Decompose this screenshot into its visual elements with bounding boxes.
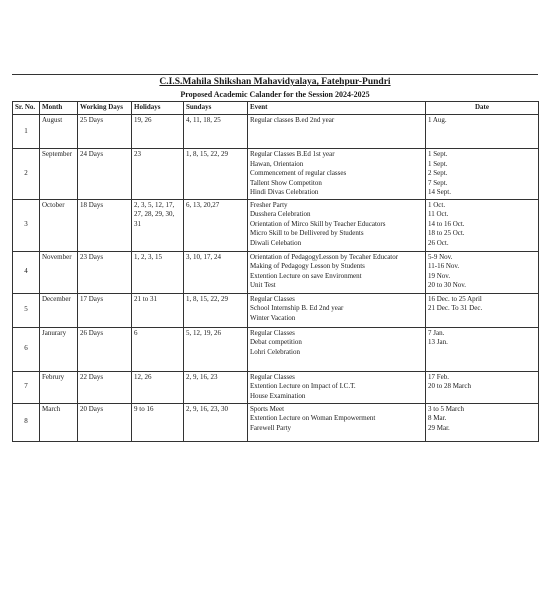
- table-row: [13, 199, 539, 251]
- sr-cell: 7: [13, 371, 40, 403]
- date-cell: [426, 149, 539, 200]
- sundays-cell: 1, 8, 15, 22, 29: [184, 293, 248, 327]
- event-item: Extention Lecture on Impact of I.C.T.: [250, 382, 356, 390]
- event-cell: [248, 371, 426, 403]
- event-item: Regular Classes B.Ed 1st year: [250, 150, 335, 158]
- holidays-cell: 12, 26: [132, 371, 184, 403]
- sundays-cell: 4, 11, 18, 25: [184, 115, 248, 149]
- event-item: Winter Vacation: [250, 313, 296, 322]
- date-item: 1 Sept.: [428, 150, 448, 158]
- date-cell: [426, 371, 539, 403]
- month-cell: August: [40, 115, 78, 149]
- date-item: 26 Oct.: [428, 238, 449, 247]
- date-cell: [426, 115, 539, 149]
- event-item: Regular Classes: [250, 372, 295, 381]
- event-item: Making of Pedagogy Lesson by Students: [250, 262, 365, 270]
- holidays-cell: 19, 26: [132, 115, 184, 149]
- event-item: Unit Test: [250, 281, 276, 289]
- date-item: 1 Aug.: [428, 116, 447, 124]
- event-item: Hawan, Orientaion: [250, 159, 304, 168]
- date-item: 7 Jan.: [428, 328, 445, 337]
- date-item: 29 Mar.: [428, 423, 450, 432]
- event-item: Dusshera Celebration: [250, 210, 311, 218]
- date-item: 1 Sept.: [428, 159, 448, 168]
- event-item: School Internship B. Ed 2nd year: [250, 304, 344, 312]
- date-item: 1 Oct.: [428, 200, 446, 209]
- event-cell: [248, 115, 426, 149]
- table-row: [13, 149, 539, 200]
- col-header-working-days: Working Days: [78, 102, 132, 115]
- date-cell: [426, 251, 539, 293]
- event-item: Extention Lecture on save Environment: [250, 271, 362, 280]
- sundays-cell: 3, 10, 17, 24: [184, 251, 248, 293]
- institution-title: C.I.S.Mahila Shikshan Mahavidyalaya, Fatehpur-Pundri: [12, 74, 538, 89]
- table-row: [13, 293, 539, 327]
- sundays-cell: 1, 8, 15, 22, 29: [184, 149, 248, 200]
- month-cell: March: [40, 403, 78, 441]
- calendar-document: [12, 74, 538, 442]
- date-item: 3 to 5 March: [428, 404, 464, 413]
- calendar-table: [12, 101, 539, 442]
- month-cell: Februry: [40, 371, 78, 403]
- holidays-cell: 21 to 31: [132, 293, 184, 327]
- date-item: 13 Jan.: [428, 338, 448, 346]
- col-header-sr: Sr. No.: [13, 102, 40, 115]
- working-days-cell: 18 Days: [78, 199, 132, 251]
- date-item: 19 Nov.: [428, 271, 451, 280]
- date-item: 21 Dec. To 31 Dec.: [428, 304, 483, 312]
- date-item: 17 Feb.: [428, 372, 449, 381]
- working-days-cell: 20 Days: [78, 403, 132, 441]
- date-cell: [426, 327, 539, 371]
- event-item: Micro Skill to be Dellivered by Students: [250, 229, 364, 237]
- event-item: Lohri Celebration: [250, 347, 300, 356]
- working-days-cell: 22 Days: [78, 371, 132, 403]
- event-item: Diwali Celebation: [250, 238, 302, 247]
- event-item: Commencement of regular classes: [250, 169, 347, 177]
- sr-cell: 4: [13, 251, 40, 293]
- working-days-cell: 24 Days: [78, 149, 132, 200]
- table-row: [13, 115, 539, 149]
- date-item: 20 to 30 Nov.: [428, 281, 467, 289]
- date-item: 16 Dec. to 25 April: [428, 294, 482, 303]
- event-item: Orientation of PedagogyLesson by Tecaher Educator: [250, 252, 399, 261]
- sr-cell: 2: [13, 149, 40, 200]
- working-days-cell: 26 Days: [78, 327, 132, 371]
- holidays-cell: 1, 2, 3, 15: [132, 251, 184, 293]
- date-item: 18 to 25 Oct.: [428, 229, 465, 237]
- date-item: 14 to 16 Oct.: [428, 219, 465, 228]
- table-row: [13, 403, 539, 441]
- event-cell: [248, 293, 426, 327]
- col-header-month: Month: [40, 102, 78, 115]
- date-item: 11 Oct.: [428, 210, 449, 218]
- event-cell: [248, 199, 426, 251]
- holidays-cell: 9 to 16: [132, 403, 184, 441]
- date-item: 2 Sept.: [428, 169, 448, 177]
- sundays-cell: 2, 9, 16, 23, 30: [184, 403, 248, 441]
- col-header-event: Event: [248, 102, 426, 115]
- event-item: House Examination: [250, 391, 306, 400]
- col-header-date: Date: [426, 102, 539, 115]
- sr-cell: 1: [13, 115, 40, 149]
- sr-cell: 8: [13, 403, 40, 441]
- event-item: Hindi Divas Celebration: [250, 188, 319, 196]
- holidays-cell: 6: [132, 327, 184, 371]
- month-cell: December: [40, 293, 78, 327]
- event-item: Extention Lecture on Woman Empowerment: [250, 414, 376, 422]
- col-header-holidays: Holidays: [132, 102, 184, 115]
- month-cell: October: [40, 199, 78, 251]
- table-row: [13, 327, 539, 371]
- working-days-cell: 23 Days: [78, 251, 132, 293]
- event-item: Debat competition: [250, 338, 302, 346]
- date-item: 5-9 Nov.: [428, 252, 453, 261]
- sr-cell: 5: [13, 293, 40, 327]
- event-item: Regular Classes: [250, 294, 295, 303]
- month-cell: November: [40, 251, 78, 293]
- event-cell: [248, 251, 426, 293]
- event-item: Orientation of Mirco Skill by Teacher Educators: [250, 219, 386, 228]
- table-row: [13, 251, 539, 293]
- month-cell: September: [40, 149, 78, 200]
- date-item: 11-16 Nov.: [428, 262, 460, 270]
- holidays-cell: 2, 3, 5, 12, 17, 27, 28, 29, 30, 31: [132, 199, 184, 251]
- col-header-sundays: Sundays: [184, 102, 248, 115]
- month-cell: Janurary: [40, 327, 78, 371]
- date-item: 7 Sept.: [428, 178, 448, 187]
- sundays-cell: 6, 13, 20,27: [184, 199, 248, 251]
- event-item: Fresher Party: [250, 200, 288, 209]
- event-item: Tallent Show Competiton: [250, 178, 322, 187]
- sundays-cell: 5, 12, 19, 26: [184, 327, 248, 371]
- sundays-cell: 2, 9, 16, 23: [184, 371, 248, 403]
- event-item: Regular classes B.ed 2nd year: [250, 116, 335, 124]
- table-row: [13, 371, 539, 403]
- calendar-subtitle: Proposed Academic Calander for the Session 2024-2025: [180, 90, 370, 99]
- date-item: 8 Mar.: [428, 414, 447, 422]
- event-cell: [248, 149, 426, 200]
- event-item: Farewell Party: [250, 423, 292, 432]
- date-item: 14 Sept.: [428, 188, 451, 196]
- working-days-cell: 17 Days: [78, 293, 132, 327]
- holidays-cell: 23: [132, 149, 184, 200]
- event-cell: [248, 327, 426, 371]
- date-cell: [426, 199, 539, 251]
- sr-cell: 3: [13, 199, 40, 251]
- date-cell: [426, 403, 539, 441]
- table-header-row: [13, 102, 539, 115]
- working-days-cell: 25 Days: [78, 115, 132, 149]
- event-cell: [248, 403, 426, 441]
- sr-cell: 6: [13, 327, 40, 371]
- date-cell: [426, 293, 539, 327]
- date-item: 20 to 28 March: [428, 382, 471, 390]
- event-item: Sports Meet: [250, 404, 285, 413]
- event-item: Regular Classes: [250, 328, 295, 337]
